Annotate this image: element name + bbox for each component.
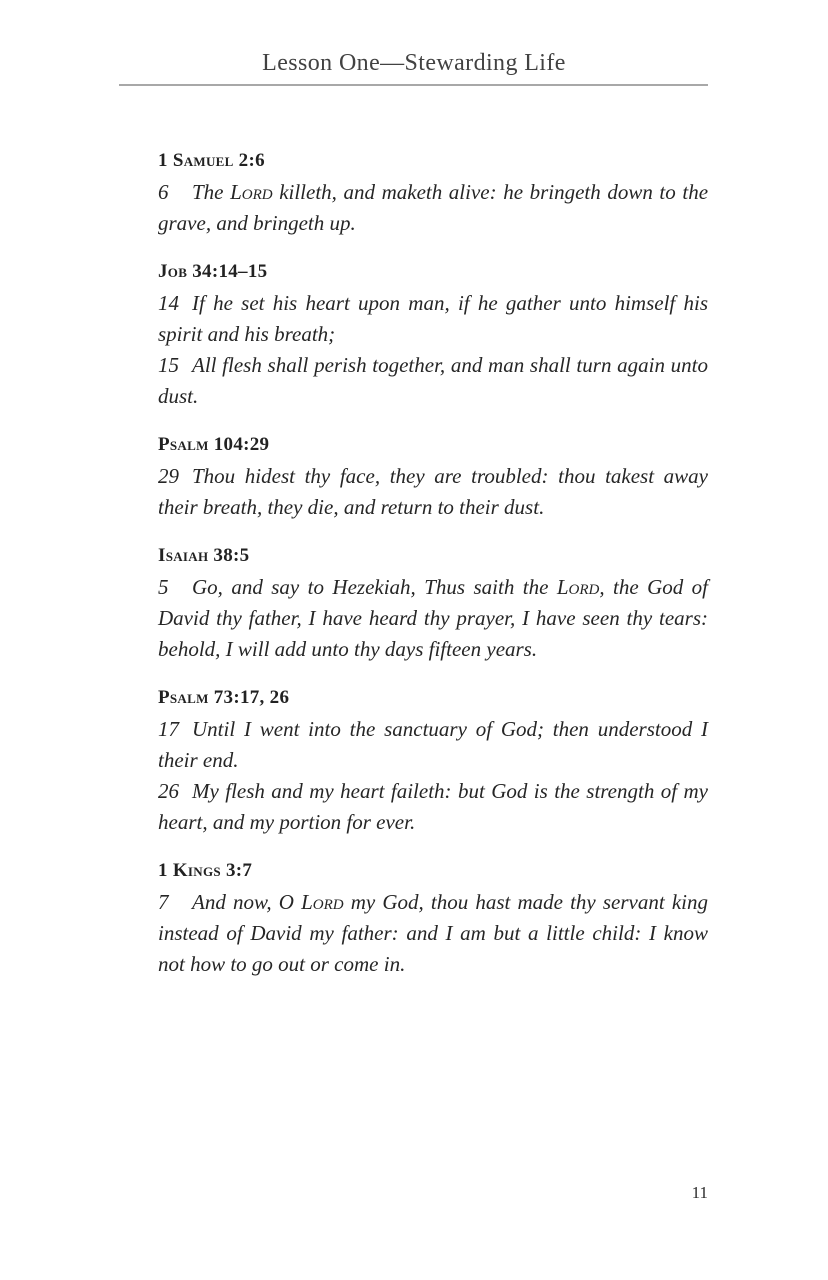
passage-reference: Isaiah 38:5 [158, 545, 250, 566]
verse-segment: , the God of David thy father, I have heard thy prayer, I have seen thy tears: behold, I will add unto thy days fifteen years. [158, 575, 709, 661]
verse-number: 6 [158, 180, 169, 204]
scripture-passages [158, 148, 708, 980]
running-head-title: Lesson One—Stewarding Life [262, 50, 566, 76]
passage [158, 432, 708, 523]
verse-segment: And now, O [192, 890, 302, 914]
verse-text [158, 887, 708, 980]
verse-text [158, 714, 708, 776]
verse-segment: my God, thou hast made thy servant king instead of David my father: and I am but a little child: I know not how to go out or come in. [158, 890, 708, 976]
verse-segment: Until I went into the sanctuary of God; then understood I their end. [158, 717, 708, 772]
verse-segment: If he set his heart upon man, if he gather unto himself his spirit and his breath; [158, 291, 708, 346]
verse-text [158, 350, 708, 412]
verse-segment: killeth, and maketh alive: he bringeth down to the grave, and bringeth up. [158, 180, 709, 235]
verse-text [158, 776, 708, 838]
verse-number: 29 [158, 464, 179, 488]
verse-segment: My flesh and my heart faileth: but God is the strength of my heart, and my portion for ever. [158, 779, 708, 834]
verse-segment: Go, and say to Hezekiah, Thus saith the [192, 575, 557, 599]
divine-name-smallcaps: Lord [230, 180, 273, 204]
passage-reference: Job 34:14–15 [158, 261, 268, 282]
verse-number: 15 [158, 353, 179, 377]
divine-name-smallcaps: Lord [556, 575, 600, 599]
divine-name-smallcaps: Lord [301, 890, 344, 914]
verse-text [158, 572, 708, 665]
passage [158, 148, 708, 239]
verse-number: 14 [158, 291, 179, 315]
passage [158, 685, 708, 838]
passage-reference: Psalm 73:17, 26 [158, 687, 290, 708]
verse-number: 26 [158, 779, 179, 803]
passage [158, 858, 708, 980]
header-rule [119, 84, 708, 86]
verse-segment: All flesh shall perish together, and man shall turn again unto dust. [158, 353, 708, 408]
verse-text [158, 461, 708, 523]
page-number: 11 [691, 1183, 708, 1202]
verse-segment: Thou hidest thy face, they are troubled: thou takest away their breath, they die, and return to their dust. [158, 464, 708, 519]
passage-reference: 1 Kings 3:7 [158, 860, 253, 881]
verse-number: 5 [158, 575, 169, 599]
passage [158, 259, 708, 412]
passage [158, 543, 708, 665]
verse-number: 7 [158, 890, 169, 914]
verse-segment: The [192, 180, 231, 204]
verse-number: 17 [158, 717, 179, 741]
verse-text [158, 288, 708, 350]
verse-text [158, 177, 708, 239]
passage-reference: 1 Samuel 2:6 [158, 150, 265, 171]
passage-reference: Psalm 104:29 [158, 434, 270, 455]
